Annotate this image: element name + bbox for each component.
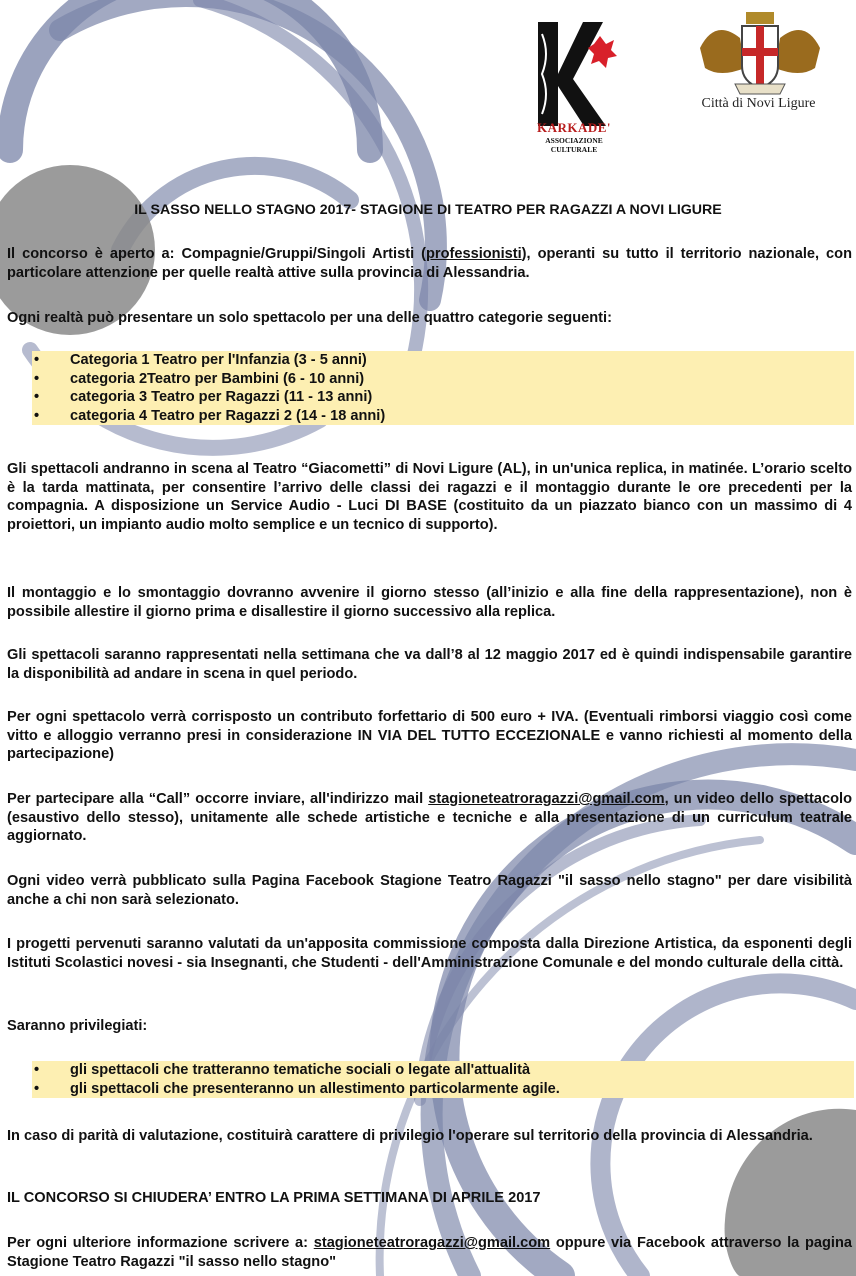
list-item: • categoria 3 Teatro per Ragazzi (11 - 13 anni) [34, 389, 373, 406]
categories-list [32, 351, 854, 425]
bullet: • [34, 352, 40, 368]
bullet: • [34, 407, 40, 424]
privileged-list [32, 1061, 854, 1098]
novi-ligure-caption: Città di Novi Ligure [701, 96, 816, 111]
info-paragraph: Per ogni ulteriore informazione scrivere a: stagioneteatroragazzi@gmail.com oppure via Facebook attraverso la pagina Stagione Teatro Ragazzi "il sasso nello stagno" [7, 1235, 853, 1270]
intro-paragraph: Il concorso è aperto a: Compagnie/Gruppi/Singoli Artisti (professionisti), operanti su tutto il territorio nazionale, con particolare attenzione per quelle realtà attive sulla provincia di Alessandria. [7, 246, 852, 281]
list-item: • categoria 2Teatro per Bambini (6 - 10 anni) [34, 370, 365, 387]
montaggio-paragraph: Il montaggio e lo smontaggio dovranno avvenire il giorno stesso (all’inizio e alla fine della rappresentazione), non è possibile allestire il giorno prima e disallestire il giorno successivo alla replica. [7, 585, 852, 620]
bullet: • [34, 389, 40, 406]
info-email-link[interactable]: stagioneteatroragazzi@gmail.com [313, 1235, 551, 1251]
page-title: IL SASSO NELLO STAGNO 2017- STAGIONE DI TEATRO PER RAGAZZI A NOVI LIGURE [134, 202, 722, 218]
bullet: • [34, 1062, 40, 1078]
karkade-subtitle: ASSOCIAZIONE CULTURALE [545, 136, 603, 154]
bullet: • [34, 1080, 40, 1097]
fee-paragraph: Per ogni spettacolo verrà corrisposto un contributo forfettario di 500 euro + IVA. (Eventuali rimborsi viaggio così come vitto e alloggio verranno presi in considerazione IN VIA DEL TUTTO ECCEZIONALE e vanno richiesti al momento della partecipazione) [7, 709, 852, 762]
commission-paragraph: I progetti pervenuti saranno valutati da un'apposita commissione composta dalla Direzione Artistica, da esponenti degli Istituti Scolastici novesi - sia Insegnanti, che Studenti - dell'Amministrazione Comunale e del mondo culturale della città. [7, 936, 852, 971]
call-paragraph: Per partecipare alla “Call” occorre inviare, all'indirizzo mail stagioneteatroragazzi@gmail.com, un video dello spettacolo (esaustivo dello stesso), unitamente alle schede artistiche e tecniche e alla presentazione di un curriculum teatrale aggiornato. [7, 791, 852, 844]
karkade-name: KARKADE' [536, 120, 612, 135]
categories-intro: Ogni realtà può presentare un solo spettacolo per una delle quattro categorie seguenti: [7, 310, 612, 326]
dates-paragraph: Gli spettacoli saranno rappresentati nella settimana che va dall’8 al 12 maggio 2017 ed è quindi indispensabile garantire la disponibilità ad andare in scena in quel periodo. [7, 647, 852, 682]
video-paragraph: Ogni video verrà pubblicato sulla Pagina Facebook Stagione Teatro Ragazzi "il sasso nello stagno" per dare visibilità anche a chi non sarà selezionato. [7, 873, 852, 908]
bullet: • [34, 370, 40, 387]
privileged-intro: Saranno privilegiati: [7, 1018, 148, 1034]
professionisti-underlined: professionisti [425, 246, 522, 262]
venue-paragraph: Gli spettacoli andranno in scena al Teatro “Giacometti” di Novi Ligure (AL), in un'unica replica, in matinée. L’orario scelto è la tarda mattinata, per consentire l’arrivo delle classi dei ragazzi e il montaggio durante le ore precedenti per la compagnia. A disposizione un Service Audio - Luci DI BASE (costituito da un piazzato bianco con un massimo di 4 proiettori, un impianto audio molto semplice e un tecnico di supporto). [7, 461, 852, 533]
list-item: • Categoria 1 Teatro per l'Infanzia (3 - 5 anni) [34, 352, 367, 368]
deadline: IL CONCORSO SI CHIUDERA’ ENTRO LA PRIMA SETTIMANA DI APRILE 2017 [7, 1190, 541, 1206]
list-item: • gli spettacoli che presenteranno un allestimento particolarmente agile. [34, 1080, 560, 1097]
contact-email-link[interactable]: stagioneteatroragazzi@gmail.com [428, 791, 665, 807]
list-item: • categoria 4 Teatro per Ragazzi 2 (14 - 18 anni) [34, 407, 386, 424]
tie-paragraph: In caso di parità di valutazione, costituirà carattere di privilegio l'operare sul territorio della provincia di Alessandria. [7, 1128, 813, 1144]
list-item: • gli spettacoli che tratteranno tematiche sociali o legate all'attualità [34, 1062, 531, 1078]
